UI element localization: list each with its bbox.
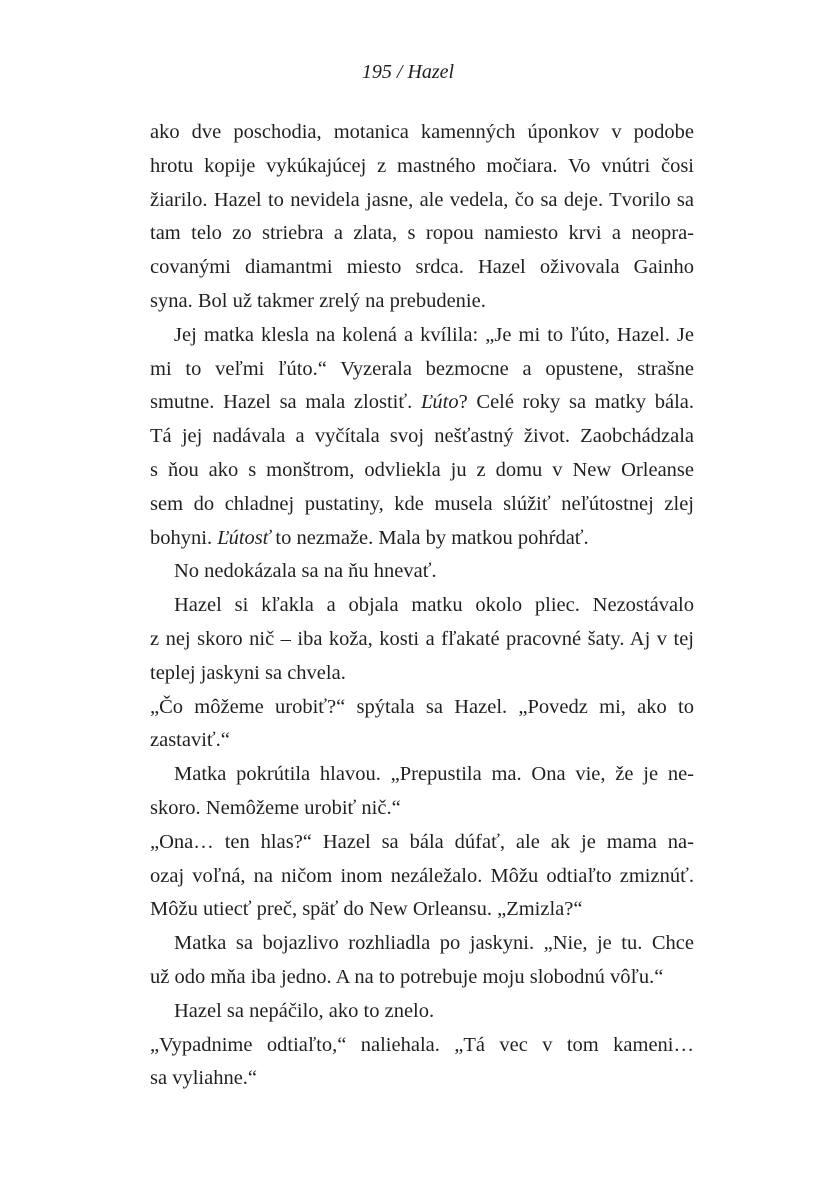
- text-line: „Čo môžeme urobiť?“ spýtala sa Hazel. „Povedz mi, ako to: [150, 695, 694, 718]
- paragraph: [150, 555, 694, 589]
- text-line: Hazel sa nepáčilo, ako to znelo.: [174, 999, 435, 1022]
- text-line: ozaj voľná, na ničom inom nezáležalo. Môžu odtiaľto zmiznúť.: [150, 864, 694, 887]
- text-line: zastaviť.“: [150, 729, 230, 752]
- paragraph: [150, 691, 694, 759]
- running-head: [0, 60, 816, 84]
- text-line: [150, 522, 694, 556]
- text-line: s ňou ako s monštrom, odvliekla ju z domu v New Orleanse: [150, 458, 694, 481]
- text-line: No nedokázala sa na ňu hnevať.: [174, 560, 437, 583]
- text-line: covanými diamantmi miesto srdca. Hazel oživovala Gainho: [150, 256, 694, 279]
- paragraph: [150, 826, 694, 927]
- text-line: ako dve poschodia, motanica kamenných úponkov v podobe: [150, 121, 694, 143]
- text-line: [150, 386, 694, 420]
- text-line: teplej jaskyni sa chvela.: [150, 661, 346, 684]
- paragraph: [150, 116, 694, 319]
- body-text: [150, 116, 694, 1096]
- text-line: Hazel si kľakla a objala matku okolo pliec. Nezostávalo: [174, 594, 694, 617]
- paragraph: [150, 319, 694, 556]
- text-run: bohyni.: [150, 526, 218, 549]
- running-head-separator: /: [396, 61, 403, 83]
- paragraph: [150, 1029, 694, 1097]
- text-line: tam telo zo striebra a zlata, s ropou namiesto krvi a neopra-: [150, 222, 694, 245]
- text-line: sem do chladnej pustatiny, kde musela slúžiť neľútostnej zlej: [150, 492, 694, 515]
- text-line: už odo mňa iba jedno. A na to potrebuje moju slobodnú vôľu.“: [150, 965, 664, 988]
- text-line: z nej skoro nič – iba koža, kosti a fľakaté pracovné šaty. Aj v tej: [150, 627, 694, 650]
- text-line: syna. Bol už takmer zrelý na prebudenie.: [150, 289, 486, 312]
- text-line: Matka pokrútila hlavou. „Prepustila ma. Ona vie, že je ne-: [174, 763, 694, 786]
- text-line: Matka sa bojazlivo rozhliadla po jaskyni. „Nie, je tu. Chce: [174, 932, 694, 955]
- text-line: hrotu kopije vykúkajúcej z mastného močiara. Vo vnútri čosi: [150, 154, 694, 177]
- text-line: žiarilo. Hazel to nevidela jasne, ale vedela, čo sa deje. Tvorilo sa: [150, 188, 694, 211]
- text-run: ? Celé roky sa matky bála.: [458, 391, 695, 414]
- text-run: to nezmaže. Mala by matkou pohŕdať.: [270, 526, 589, 549]
- text-line: „Ona… ten hlas?“ Hazel sa bála dúfať, ale ak je mama na-: [150, 830, 694, 853]
- text-line: skoro. Nemôžeme urobiť nič.“: [150, 796, 401, 819]
- running-head-title: Hazel: [407, 61, 455, 83]
- emphasis-text: Ľúto: [420, 391, 459, 414]
- text-line: mi to veľmi ľúto.“ Vyzerala bezmocne a opustene, strašne: [150, 357, 694, 380]
- text-line: Tá jej nadávala a vyčítala svoj nešťastný život. Zaobchádzala: [150, 425, 694, 448]
- text-line: Jej matka klesla na kolená a kvílila: „Je mi to ľúto, Hazel. Je: [174, 323, 694, 346]
- paragraph: [150, 758, 694, 826]
- emphasis-text: Ľútosť: [217, 526, 271, 549]
- text-line: sa vyliahne.“: [150, 1067, 258, 1090]
- paragraph: [150, 927, 694, 995]
- text-line: „Vypadnime odtiaľto,“ naliehala. „Tá vec v tom kameni…: [150, 1033, 694, 1056]
- paragraph: [150, 589, 694, 690]
- page-number: 195: [361, 61, 392, 83]
- text-line: Môžu utiecť preč, späť do New Orleansu. „Zmizla?“: [150, 898, 583, 921]
- text-run: smutne. Hazel sa mala zlostiť.: [150, 391, 421, 414]
- paragraph: [150, 995, 694, 1029]
